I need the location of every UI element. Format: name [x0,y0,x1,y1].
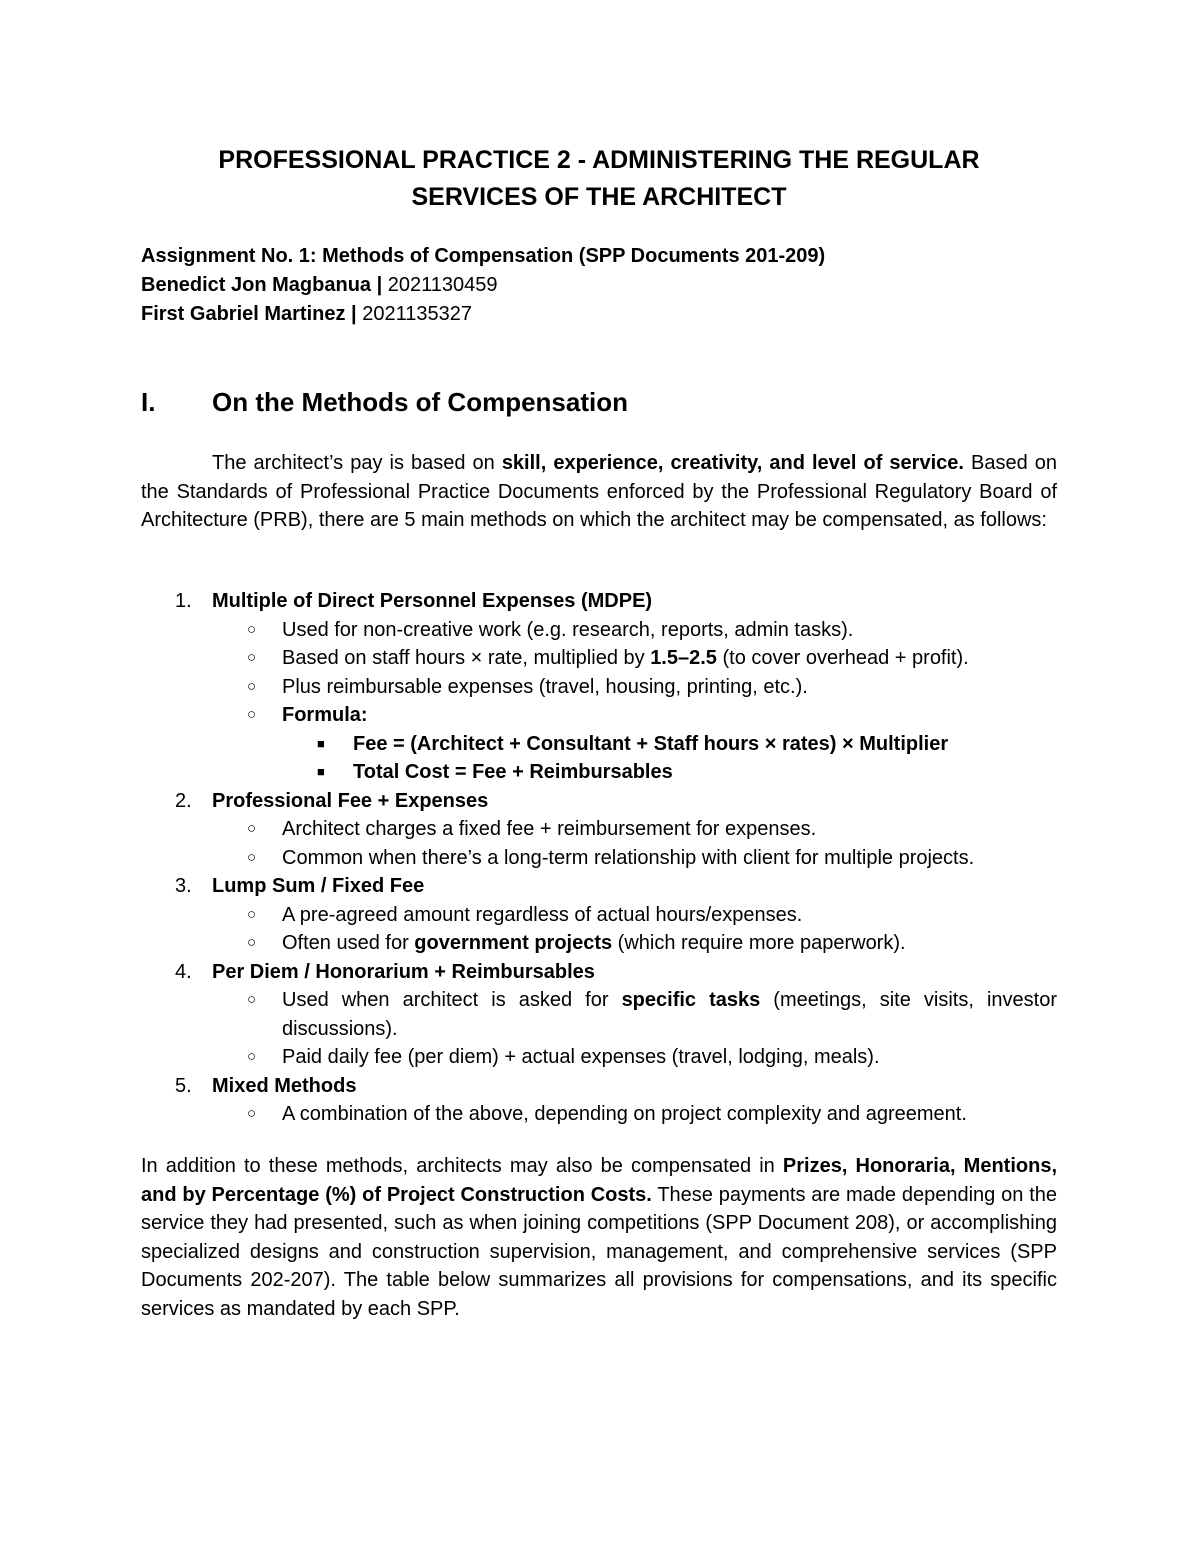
section-heading [141,384,1057,420]
sub-item: ○ Formula: [141,701,1057,730]
circle-bullet-icon: ○ [247,649,257,666]
document-title [141,142,1057,216]
section-number: I. [141,387,156,417]
circle-bullet-icon: ○ [247,905,257,923]
square-bullet-icon: ■ [317,735,325,751]
author-2-id: 2021135327 [362,303,472,325]
circle-bullet-icon: ○ [247,706,257,723]
title-line-2: SERVICES OF THE ARCHITECT [411,183,787,211]
circle-bullet-icon: ○ [247,677,257,695]
square-bullet-icon: ■ [317,764,325,779]
assignment-info [141,242,1057,329]
author-1 [141,271,1057,300]
circle-bullet-icon: ○ [247,1105,257,1122]
intro-emphasis: skill, experience, creativity, and level of service. [501,452,964,474]
circle-bullet-icon: ○ [247,620,257,638]
sub-item: ○ Architect charges a fixed fee + reimbursement for expenses. [141,815,1057,844]
sub-item: ○ Often used for government projects (which require more paperwork). [141,929,1057,958]
list-item: 2. Professional Fee + Expenses [175,789,489,812]
author-1-name: Benedict Jon Magbanua | [141,274,383,296]
circle-bullet-icon: ○ [247,1048,257,1065]
list-item: 4. Per Diem / Honorarium + Reimbursables [175,960,595,983]
circle-bullet-icon: ○ [247,848,257,866]
list-item: 3. Lump Sum / Fixed Fee [175,875,425,897]
sub-item: ○ Plus reimbursable expenses (travel, housing, printing, etc.). [141,673,1057,702]
sub-item: ○ Based on staff hours × rate, multiplied by 1.5–2.5 (to cover overhead + profit). [141,644,1057,673]
formula-item: ■ Fee = (Architect + Consultant + Staff hours × rates) × Multiplier [141,730,1057,759]
closing-emphasis: Prizes, Honoraria, Mentions, and by Percentage (%) of Project Construction Costs. [141,1155,1057,1206]
list-item: 1. Multiple of Direct Personnel Expenses (MDPE) [175,590,653,612]
circle-bullet-icon: ○ [247,820,257,837]
intro-paragraph: The architect’s pay is based on skill, experience, creativity, and level of service. Based on the Standards of Professional Practice Documents enforced by the Professional Regulatory Board of Architecture (PRB), there are 5 main methods on which the architect may be compensated, as follows: [141,452,1057,531]
assignment-line: Assignment No. 1: Methods of Compensation (SPP Documents 201-209) [141,245,826,267]
sub-item: ○ Paid daily fee (per diem) + actual expenses (travel, lodging, meals). [141,1043,1057,1072]
author-2-name: First Gabriel Martinez | [141,303,357,325]
author-1-id: 2021130459 [387,274,498,296]
circle-bullet-icon: ○ [247,991,257,1008]
methods-list [141,587,1057,1129]
list-item: 5. Mixed Methods [175,1074,357,1097]
author-2 [141,300,1057,329]
formula-item: ■ Total Cost = Fee + Reimbursables [141,758,1057,787]
sub-item: ○ Common when there’s a long-term relationship with client for multiple projects. [141,844,1057,873]
circle-bullet-icon: ○ [247,934,257,951]
sub-item: ○ Used when architect is asked for specific tasks (meetings, site visits, investor discussions). [141,986,1057,1043]
section-title: On the Methods of Compensation [212,387,628,417]
closing-paragraph: In addition to these methods, architects may also be compensated in Prizes, Honoraria, Mentions, and by Percentage (%) of Project Construction Costs. These payments are made depending on the service they had presented, such as when joining competitions (SPP Document 208), or accomplishing specialized designs and construction supervision, management, and comprehensive services (SPP Documents 202-207). The table below summarizes all provisions for compensations, and its specific services as mandated by each SPP. [141,1155,1057,1320]
sub-item: ○ Used for non-creative work (e.g. research, reports, admin tasks). [141,616,1057,645]
sub-item: ○ A combination of the above, depending on project complexity and agreement. [141,1100,1057,1129]
sub-item: ○ A pre-agreed amount regardless of actual hours/expenses. [141,901,1057,930]
title-line-1: PROFESSIONAL PRACTICE 2 - ADMINISTERING THE REGULAR [218,146,980,174]
